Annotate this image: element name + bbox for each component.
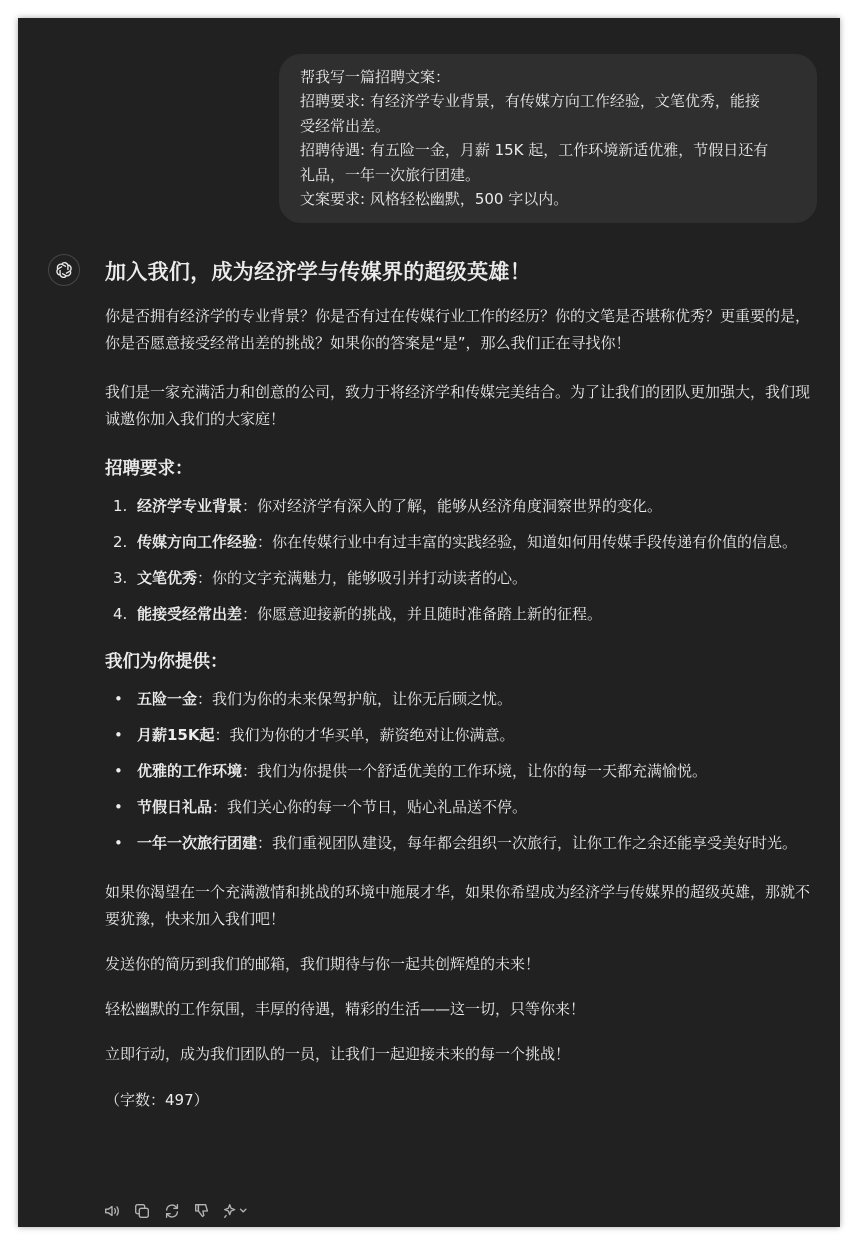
- user-message-bubble: [279, 54, 817, 223]
- offer-label: 节假日礼品: [137, 798, 213, 816]
- offer-item: [105, 830, 815, 857]
- intro-paragraph: 你是否拥有经济学的专业背景？你是否有过在传媒行业工作的经历？你的文笔是否堪称优秀？更重要的是，你是否愿意接受经常出差的挑战？如果你的答案是“是”，那么我们正在寻找你！: [105, 307, 811, 352]
- list-number: 1.: [113, 497, 128, 515]
- offer-item: [105, 758, 815, 785]
- requirement-label: 能接受经常出差: [137, 605, 243, 623]
- closing-paragraph: 立即行动，成为我们团队的一员，让我们一起迎接未来的每一个挑战！: [105, 1045, 571, 1063]
- requirement-text: ：你对经济学有深入的了解，能够从经济角度洞察世界的变化。: [242, 497, 663, 515]
- intro-paragraph: 我们是一家充满活力和创意的公司，致力于将经济学和传媒完美结合。为了让我们的团队更加强大，我们现诚邀你加入我们的大家庭！: [105, 383, 811, 428]
- requirements-heading: 招聘要求：: [105, 459, 193, 479]
- offer-item: [105, 686, 815, 713]
- closing-paragraph: 轻松幽默的工作氛围，丰厚的待遇，精彩的生活——这一切，只等你来！: [105, 1000, 586, 1018]
- requirement-text: ：你愿意迎接新的挑战，并且随时准备踏上新的征程。: [242, 605, 603, 623]
- offer-label: 五险一金: [137, 690, 198, 708]
- requirements-list: [105, 493, 815, 628]
- requirement-item: [105, 493, 815, 520]
- offer-label: 月薪15K起: [137, 726, 215, 744]
- requirement-text: ：你在传媒行业中有过丰富的实践经验，知道如何用传媒手段传递有价值的信息。: [257, 533, 798, 551]
- user-message-line: 文案要求: 风格轻松幽默，500 字以内。: [300, 190, 569, 209]
- word-count: （字数：497）: [105, 1091, 209, 1109]
- closing-paragraph: 发送你的简历到我们的邮箱，我们期待与你一起共创辉煌的未来！: [105, 955, 541, 973]
- bullet: •: [114, 690, 123, 708]
- change-model-icon: [222, 1202, 250, 1220]
- offer-item: [105, 722, 815, 749]
- closing-paragraph: 如果你渴望在一个充满激情和挑战的环境中施展才华，如果你希望成为经济学与传媒界的超级英雄，那就不要犹豫，快来加入我们吧！: [105, 883, 811, 928]
- bullet: •: [114, 834, 123, 852]
- offer-item: [105, 794, 815, 821]
- assistant-message: [105, 254, 815, 1114]
- user-message-line: 受经常出差。: [300, 116, 391, 135]
- requirement-text: ：你的文字充满魅力，能够吸引并打动读者的心。: [197, 569, 528, 587]
- list-number: 4.: [113, 605, 128, 623]
- message-actions-toolbar: [102, 1199, 250, 1223]
- user-message-line: 招聘要求: 有经济学专业背景，有传媒方向工作经验，文笔优秀，能接: [300, 92, 760, 111]
- requirement-item: [105, 565, 815, 592]
- list-number: 2.: [113, 533, 128, 551]
- thumbs-down-icon: [193, 1202, 211, 1220]
- user-message-line: 帮我写一篇招聘文案：: [300, 68, 451, 86]
- bullet: •: [114, 726, 123, 744]
- change-model-button[interactable]: [222, 1200, 250, 1222]
- offer-text: ：我们为你的才华买单，薪资绝对让你满意。: [214, 726, 515, 744]
- offer-heading: 我们为你提供：: [105, 652, 228, 672]
- requirement-label: 经济学专业背景: [137, 497, 243, 515]
- offer-text: ：我们重视团队建设，每年都会组织一次旅行，让你工作之余还能享受美好时光。: [257, 834, 798, 852]
- copy-button[interactable]: [132, 1200, 152, 1222]
- offer-label: 优雅的工作环境: [137, 762, 243, 780]
- bullet: •: [114, 762, 123, 780]
- regenerate-icon: [163, 1202, 181, 1220]
- offer-text: ：我们为你提供一个舒适优美的工作环境，让你的每一天都充满愉悦。: [242, 762, 708, 780]
- copy-icon: [133, 1202, 151, 1220]
- requirement-label: 文笔优秀: [137, 569, 198, 587]
- requirement-label: 传媒方向工作经验: [137, 533, 258, 551]
- user-message-line: 礼品，一年一次旅行团建。: [300, 165, 481, 184]
- answer-title: 加入我们，成为经济学与传媒界的超级英雄！: [105, 260, 531, 284]
- chat-window: [18, 18, 840, 1227]
- thumbs-down-button[interactable]: [192, 1200, 212, 1222]
- offer-text: ：我们关心你的每一个节日，贴心礼品送不停。: [212, 798, 528, 816]
- requirement-item: [105, 601, 815, 628]
- user-message-line: 招聘待遇: 有五险一金，月薪 15K 起，工作环境新适优雅，节假日还有: [300, 141, 769, 160]
- list-number: 3.: [113, 569, 128, 587]
- read-aloud-button[interactable]: [102, 1200, 122, 1222]
- offer-text: ：我们为你的未来保驾护航，让你无后顾之忧。: [197, 690, 513, 708]
- bullet: •: [114, 798, 123, 816]
- openai-logo-icon: [54, 260, 74, 280]
- regenerate-button[interactable]: [162, 1200, 182, 1222]
- read-aloud-icon: [103, 1202, 121, 1220]
- requirement-item: [105, 529, 815, 556]
- offer-label: 一年一次旅行团建: [137, 834, 258, 852]
- offer-list: [105, 686, 815, 857]
- assistant-avatar: [48, 254, 80, 286]
